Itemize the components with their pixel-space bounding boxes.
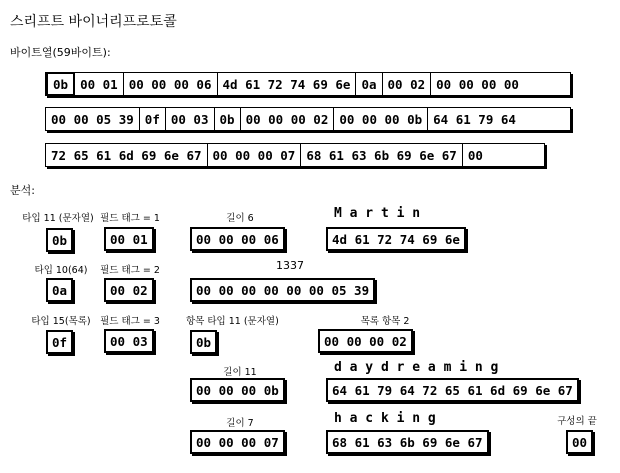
page-title: 스리프트 바이너리프로토콜 [10,14,177,30]
hex-seg: 00 00 05 39 [46,108,140,130]
hex-row-1 [45,72,571,96]
box-item-type-0b: 0b [190,330,217,354]
label-length-7: 길이 7 [226,418,254,429]
spelled-daydreaming: d a y d r e a m i n g [334,360,499,375]
label-end-of-struct: 구성의 끝 [557,416,597,427]
box-daydreaming-hex: 64 61 79 64 72 65 61 6d 69 6e 67 [326,378,579,402]
bytes-section-label: 바이트열(59바이트): [10,46,111,59]
hex-seg: 00 00 00 00 [436,76,519,92]
hex-seg: 0b [46,72,75,96]
label-type15-list: 타입 15(목록) [31,316,91,327]
box-type-0a: 0a [46,278,73,302]
box-stop-00: 00 [566,430,593,454]
label-type11-string: 타입 11 (문자열) [22,213,94,224]
box-martin-hex: 4d 61 72 74 69 6e [326,227,466,251]
label-field-tag-2: 필드 태그 = 2 [100,265,160,276]
label-type10-64: 타입 10(64) [34,265,88,276]
box-int64-1337: 00 00 00 00 00 00 05 39 [190,278,375,302]
box-type-0b: 0b [46,228,73,252]
hex-seg: 00 00 00 0b [334,108,428,130]
label-item-type11-string: 항목 타입 11 (문자열) [186,316,279,327]
hex-seg: 0a [356,73,382,95]
hex-seg: 68 61 63 6b 69 6e 67 [301,144,463,166]
spelled-hacking: h a c k i n g [334,411,436,426]
hex-seg: 00 00 00 02 [241,108,335,130]
hex-seg: 0b [215,108,241,130]
box-field-tag-0003: 00 03 [104,329,154,353]
spelled-martin: M a r t i n [334,206,421,221]
hex-row-3 [45,143,545,167]
hex-seg: 0f [140,108,166,130]
hex-seg: 00 03 [166,108,215,130]
hex-seg: 64 61 79 64 [433,111,516,127]
box-list-count-2: 00 00 00 02 [318,329,413,353]
box-type-0f: 0f [46,330,73,354]
hex-seg: 72 65 61 6d 69 6e 67 [46,144,208,166]
hex-seg: 00 02 [383,73,432,95]
box-length-00000007: 00 00 00 07 [190,430,285,454]
label-length-11: 길이 11 [223,367,257,378]
hex-seg: 00 [467,147,483,163]
box-field-tag-0001: 00 01 [104,227,154,251]
box-length-0000000b: 00 00 00 0b [190,378,285,402]
box-hacking-hex: 68 61 63 6b 69 6e 67 [326,430,489,454]
hex-seg: 00 00 00 06 [124,73,218,95]
label-field-tag-1: 필드 태그 = 1 [100,213,160,224]
box-field-tag-0002: 00 02 [104,278,154,302]
hex-seg: 4d 61 72 74 69 6e [218,73,357,95]
label-value-1337: 1337 [276,259,304,272]
label-field-tag-3: 필드 태그 = 3 [100,316,160,327]
hex-row-2 [45,107,571,131]
hex-seg: 00 01 [75,73,124,95]
hex-seg: 00 00 00 07 [208,144,302,166]
label-length-6: 길이 6 [226,213,254,224]
label-list-items-2: 목록 항목 2 [360,316,410,327]
analysis-section-label: 분석: [10,184,35,197]
box-length-00000006: 00 00 00 06 [190,227,285,251]
